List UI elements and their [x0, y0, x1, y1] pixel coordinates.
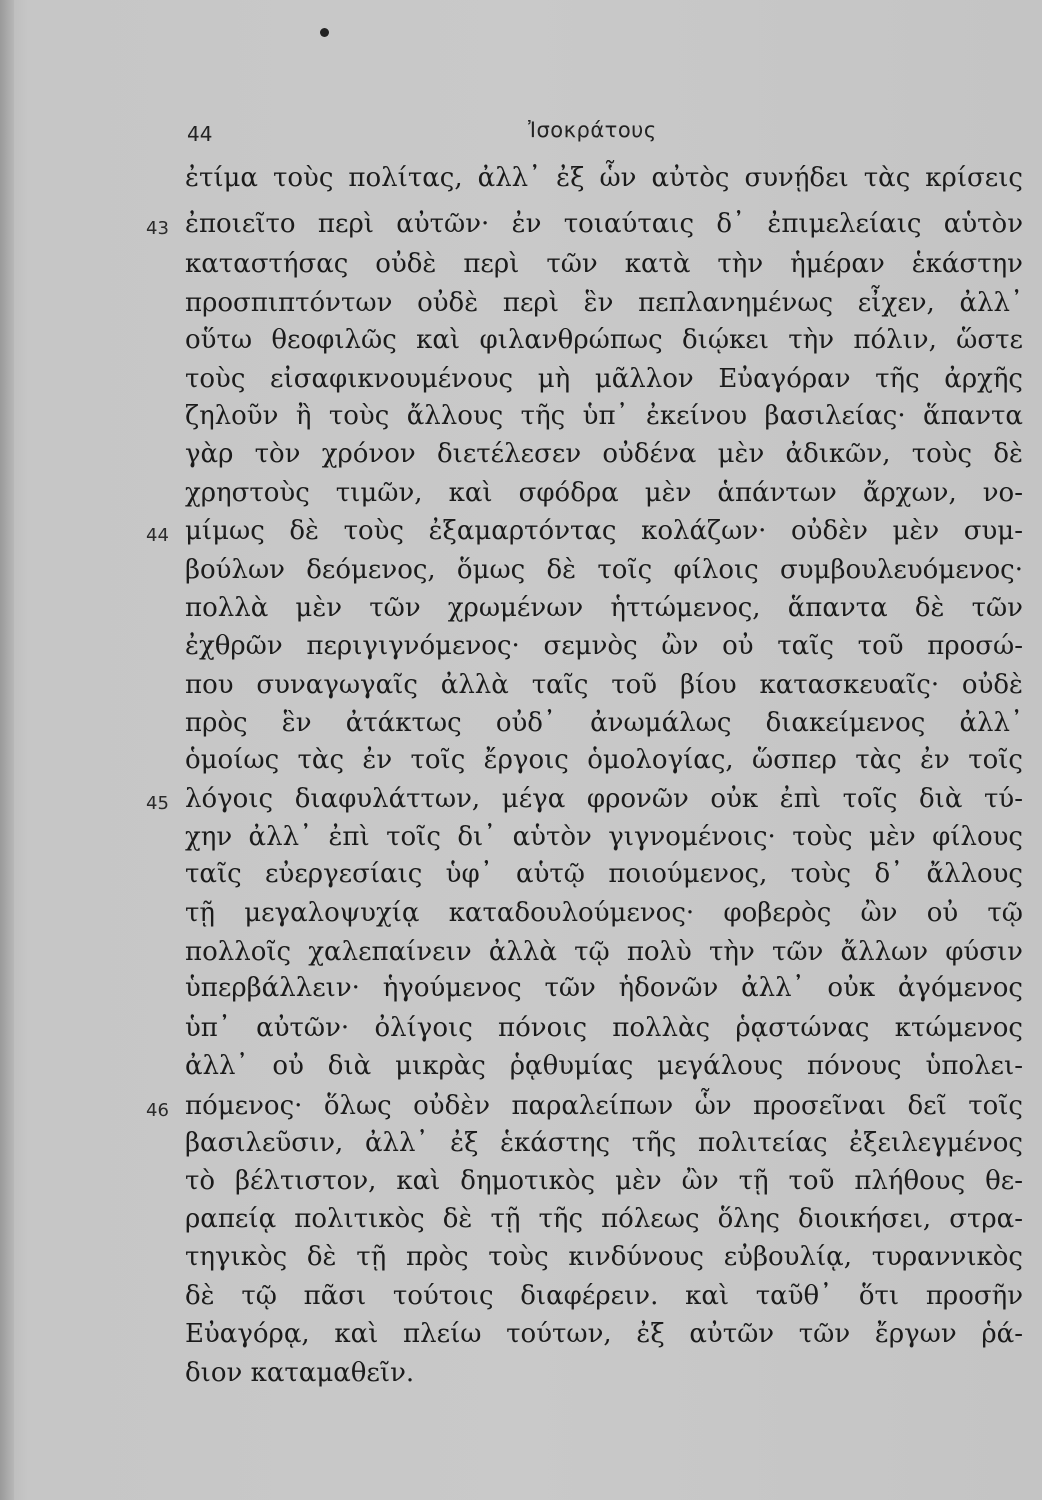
text-line: δὲ τῷ πᾶσι τούτοις διαφέρειν. καὶ ταῦθ᾽ ὅτι προσῆν	[185, 1281, 1023, 1311]
running-title: Ἰσοκράτους	[528, 118, 657, 142]
text-line: οὕτω θεοφιλῶς καὶ φιλανθρώπως διῴκει τὴν πόλιν, ὥστε	[185, 325, 1023, 355]
section-number: 45	[146, 793, 169, 814]
text-line: γὰρ τὸν χρόνον διετέλεσεν οὐδένα μὲν ἀδικῶν, τοὺς δὲ	[185, 439, 1023, 469]
text-line: χρηστοὺς τιμῶν, καὶ σφόδρα μὲν ἁπάντων ἄρχων, νο-	[185, 478, 1023, 508]
text-line: βασιλεῦσιν, ἀλλ᾽ ἐξ ἑκάστης τῆς πολιτείας ἐξειλεγμένος	[185, 1128, 1023, 1158]
page-edge-shadow	[0, 0, 14, 1500]
page-number: 44	[187, 122, 213, 146]
text-line: πόμενος· ὅλως οὐδὲν παραλείπων ὧν προσεῖναι δεῖ τοῖς	[185, 1091, 1023, 1121]
text-line: τὸ βέλτιστον, καὶ δημοτικὸς μὲν ὢν τῇ τοῦ πλήθους θε-	[185, 1166, 1023, 1196]
text-line: ραπείᾳ πολιτικὸς δὲ τῇ τῆς πόλεως ὅλης διοικήσει, στρα-	[185, 1204, 1023, 1234]
text-line: ἀλλ᾽ οὐ διὰ μικρὰς ῥᾳθυμίας μεγάλους πόνους ὑπολει-	[185, 1051, 1023, 1081]
text-line: λόγοις διαφυλάττων, μέγα φρονῶν οὐκ ἐπὶ τοῖς διὰ τύ-	[185, 784, 1023, 814]
text-line: πολλοῖς χαλεπαίνειν ἀλλὰ τῷ πολὺ τὴν τῶν ἄλλων φύσιν	[185, 937, 1023, 967]
text-line: πολλὰ μὲν τῶν χρωμένων ἡττώμενος, ἅπαντα δὲ τῶν	[185, 593, 1023, 623]
text-line: ζηλοῦν ἢ τοὺς ἄλλους τῆς ὑπ᾽ ἐκείνου βασιλείας· ἅπαντα	[185, 401, 1023, 431]
text-line: ταῖς εὐεργεσίαις ὑφ᾽ αὑτῷ ποιούμενος, τοὺς δ᾽ ἄλλους	[185, 859, 1023, 889]
text-line: ἐχθρῶν περιγιγνόμενος· σεμνὸς ὢν οὐ ταῖς τοῦ προσώ-	[185, 631, 1023, 661]
text-line: προσπιπτόντων οὐδὲ περὶ ἓν πεπλανημένως εἶχεν, ἀλλ᾽	[185, 288, 1023, 318]
text-line: πρὸς ἓν ἀτάκτως οὐδ᾽ ἀνωμάλως διακείμενος ἀλλ᾽	[185, 708, 1023, 738]
text-line: τοὺς εἰσαφικνουμένους μὴ μᾶλλον Εὐαγόραν τῆς ἀρχῆς	[185, 364, 1023, 394]
section-number: 44	[146, 525, 169, 546]
text-line: ἐποιεῖτο περὶ αὐτῶν· ἐν τοιαύταις δ᾽ ἐπιμελείαις αὑτὸν	[185, 209, 1023, 239]
text-line: ὑπ᾽ αὐτῶν· ὀλίγοις πόνοις πολλὰς ῥᾳστώνας κτώμενος	[185, 1013, 1023, 1043]
section-number: 46	[146, 1100, 169, 1121]
text-line: ὑπερβάλλειν· ἡγούμενος τῶν ἡδονῶν ἀλλ᾽ οὐκ ἀγόμενος	[185, 973, 1023, 1003]
text-line: τῇ μεγαλοψυχίᾳ καταδουλούμενος· φοβερὸς ὢν οὐ τῷ	[185, 898, 1023, 928]
text-line: μίμως δὲ τοὺς ἐξαμαρτόντας κολάζων· οὐδὲν μὲν συμ-	[185, 516, 1023, 546]
text-line: ἐτίμα τοὺς πολίτας, ἀλλ᾽ ἐξ ὧν αὐτὸς συνῄδει τὰς κρίσεις	[185, 163, 1023, 193]
text-line: βούλων δεόμενος, ὅμως δὲ τοῖς φίλοις συμβουλευόμενος·	[185, 555, 1023, 585]
text-line: χην ἀλλ᾽ ἐπὶ τοῖς δι᾽ αὑτὸν γιγνομένοις· τοὺς μὲν φίλους	[185, 822, 1023, 852]
text-line: διον καταμαθεῖν.	[185, 1358, 415, 1388]
text-line: που συναγωγαῖς ἀλλὰ ταῖς τοῦ βίου κατασκευαῖς· οὐδὲ	[185, 670, 1023, 700]
text-line: καταστήσας οὐδὲ περὶ τῶν κατὰ τὴν ἡμέραν ἑκάστην	[185, 249, 1023, 279]
ink-dot	[320, 28, 329, 37]
text-line: Εὐαγόρᾳ, καὶ πλείω τούτων, ἐξ αὐτῶν τῶν ἔργων ῥά-	[185, 1319, 1023, 1349]
section-number: 43	[146, 218, 169, 239]
text-line: τηγικὸς δὲ τῇ πρὸς τοὺς κινδύνους εὐβουλίᾳ, τυραννικὸς	[185, 1242, 1023, 1272]
text-line: ὁμοίως τὰς ἐν τοῖς ἔργοις ὁμολογίας, ὥσπερ τὰς ἐν τοῖς	[185, 745, 1023, 775]
